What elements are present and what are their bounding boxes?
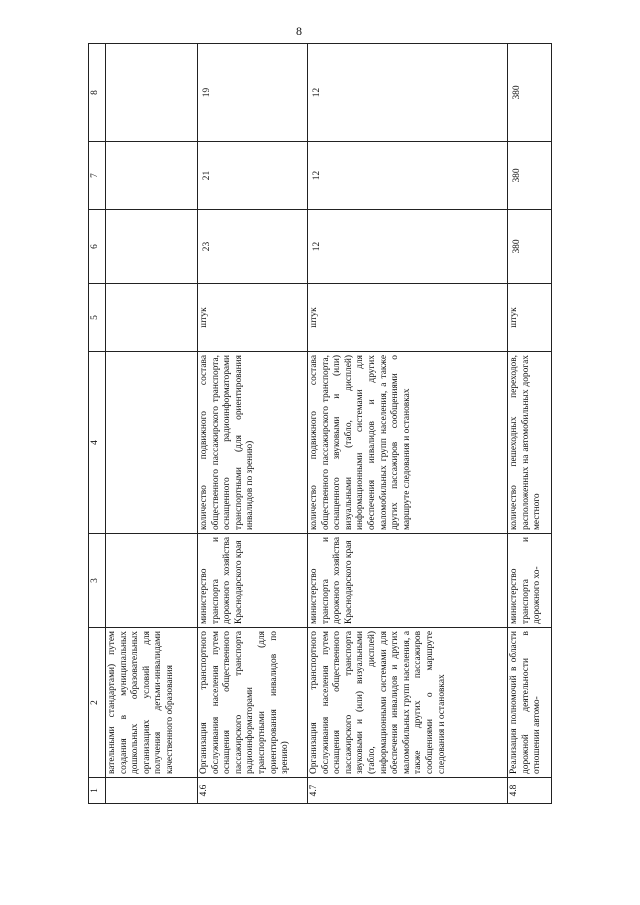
table-row <box>508 44 552 804</box>
cell-unit: штук <box>508 284 552 352</box>
cell-indicator: количество пешеходных переходов, расположенных на автомобильных дорогах местного <box>508 352 552 534</box>
row-id: 4.8 <box>508 778 552 804</box>
cell-executor: министерство транспорта и дорожного хозяйства Краснодарского края <box>198 534 308 628</box>
cell-value-6: 380 <box>508 210 552 284</box>
cell-unit: штук <box>308 284 508 352</box>
header-col-8: 8 <box>89 44 106 142</box>
table-row <box>308 44 508 804</box>
header-col-4: 4 <box>89 352 106 534</box>
cell-value-8: 380 <box>508 44 552 142</box>
rotated-table-container <box>88 44 548 804</box>
cell-indicator: количество подвижного состава общественного пассажирского транспорта, оснащенного звуковыми и (или) визуальными (табло, дисплей) информационными системами для обеспечения инвалидов и других маломобильных групп населения, а также других пассажиров сообщениями о маршруте следования и остановках <box>308 352 508 534</box>
cell-value-6: 23 <box>198 210 308 284</box>
header-col-6: 6 <box>89 210 106 284</box>
cell-value-7: 380 <box>508 142 552 210</box>
cell-value-8: 12 <box>308 44 508 142</box>
cell-value-7 <box>106 142 198 210</box>
row-id: 4.6 <box>198 778 308 804</box>
cell-value-8 <box>106 44 198 142</box>
cell-value-7: 12 <box>308 142 508 210</box>
cell-value-7: 21 <box>198 142 308 210</box>
cell-indicator: количество подвижного состава общественного пассажирского транспорта, оснащенного радиоинформаторами транспортными (для ориентирования инвалидов по зрению) <box>198 352 308 534</box>
cell-unit: штук <box>198 284 308 352</box>
cell-value-6 <box>106 210 198 284</box>
header-row <box>89 44 106 804</box>
cell-activity: Реализация полномочий в области дорожной деятельности в отношении автомо- <box>508 628 552 778</box>
cell-activity <box>106 628 198 778</box>
cell-unit <box>106 284 198 352</box>
activity-text: вательными стандартами) путем создания в муниципальных дошкольных образовательных организациях условий для получения детьми-инвалидами качественного образования <box>107 631 175 774</box>
page-number: 8 <box>296 24 302 38</box>
header-col-3: 3 <box>89 534 106 628</box>
cell-value-8: 19 <box>198 44 308 142</box>
cell-activity: Организация транспортного обслуживания населения путем оснащения общественного пассажирского транспорта радиоинформаторами транспортными (для ориентирования инвалидов по зрению) <box>198 628 308 778</box>
header-col-2: 2 <box>89 628 106 778</box>
cell-activity: Организация транспортного обслуживания населения путем оснащения общественного пассажирского транспорта звуковыми и (или) визуальными (табло, дисплей) информационными системами для обеспечения инвалидов и других маломобильных групп населения, а также других пассажиров сообщениями о маршруте следования и остановках <box>308 628 508 778</box>
cell-executor: министерство транспорта и дорожного хозяйства Краснодарского края <box>308 534 508 628</box>
table-row-continuation <box>106 44 198 804</box>
header-col-5: 5 <box>89 284 106 352</box>
row-id: 4.7 <box>308 778 508 804</box>
cell-executor <box>106 534 198 628</box>
cell-id <box>106 778 198 804</box>
cell-indicator <box>106 352 198 534</box>
cell-executor: министерство транспорта и дорожного хо- <box>508 534 552 628</box>
table-row <box>198 44 308 804</box>
cell-value-6: 12 <box>308 210 508 284</box>
measures-table <box>88 43 552 804</box>
header-col-1: 1 <box>89 778 106 804</box>
header-col-7: 7 <box>89 142 106 210</box>
